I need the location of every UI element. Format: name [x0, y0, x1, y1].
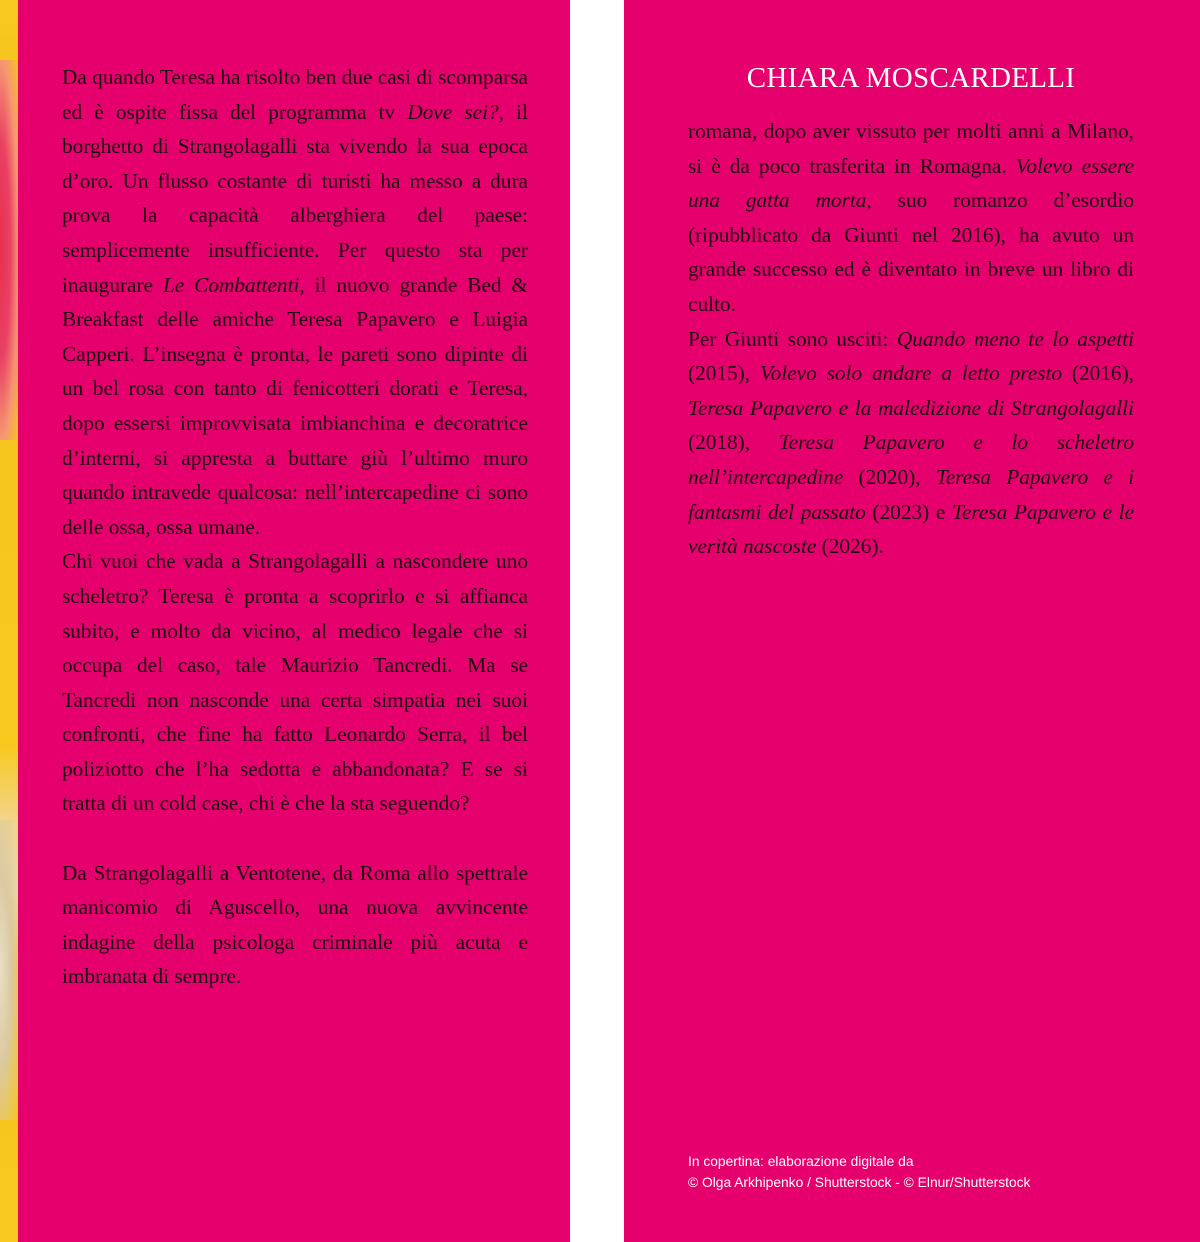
text-run: (2026). — [816, 534, 884, 559]
text-run: romana, dopo aver vissuto per molti anni a Milano, si è da poco trasferita in Romagna. — [688, 119, 1134, 178]
text-run: (2020), — [843, 464, 936, 489]
author-name: CHIARA MOSCARDELLI — [746, 62, 1076, 94]
text-run: Per Giunti sono usciti: — [688, 326, 897, 351]
bio-paragraph-2 — [688, 322, 1134, 564]
text-run: , il nuovo grande Bed & Breakfast delle amiche Teresa Papavero e Luigia Capperi. L’insegna è pronta, le pareti sono dipinte di un bel rosa con tanto di fenicotteri dorati e Teresa, dopo essersi improvvisata imbianchina e decoratrice d’interni, si appresta a buttare giù l’ultimo muro quando intravede qualcosa: nell’intercapedine ci sono delle ossa, ossa umane. — [62, 272, 529, 539]
italic-title-run: Teresa Papavero e lo scheletro nell’intercapedine — [688, 430, 1134, 489]
text-run: (2023) e — [865, 499, 952, 524]
synopsis-text — [62, 60, 528, 994]
synopsis-paragraph-3: Da Strangolagalli a Ventotene, da Roma allo spettrale manicomio di Aguscello, una nuova avvincente indagine della psicologa criminale più acuta e imbranata di sempre. — [62, 860, 528, 989]
italic-title-run: Quando meno te lo aspetti — [896, 326, 1134, 351]
italic-title-run: Teresa Papavero e le verità nascoste — [688, 499, 1135, 559]
left-flap — [18, 0, 570, 1242]
cover-credit — [688, 1151, 1148, 1193]
author-bio — [688, 114, 1134, 564]
cover-edge-artwork — [0, 0, 18, 1242]
text-run: (2016), — [1062, 361, 1134, 386]
text-run: (2018), — [688, 430, 779, 455]
text-run: (2015), — [688, 361, 760, 386]
cover-credit-line-2: © Olga Arkhipenko / Shutterstock - © Elnur/Shutterstock — [688, 1175, 1031, 1190]
italic-title-run: Teresa Papavero e la maledizione di Strangolagalli — [688, 395, 1134, 420]
right-flap — [624, 0, 1200, 1242]
text-run: Da quando Teresa ha risolto ben due casi di scomparsa ed è ospite fissa del programma tv — [62, 65, 528, 124]
italic-title-run: Le Combattenti — [162, 272, 300, 297]
synopsis-paragraph-1 — [62, 60, 528, 544]
text-run: , il borghetto di Strangolagalli sta vivendo la sua epoca d’oro. Un flusso costante di turisti ha messo a dura prova la capacità alberghiera del paese: semplicemente insufficiente. Per questo sta per inaugurare — [62, 99, 528, 297]
cover-credit-line-1: In copertina: elaborazione digitale da — [688, 1154, 914, 1169]
synopsis-paragraph-2: Chi vuoi che vada a Strangolagalli a nascondere uno scheletro? Teresa è pronta a scoprirlo e si affianca subito, e molto da vicino, al medico legale che si occupa del caso, tale Maurizio Tancredi. Ma se Tancredi non nasconde una certa simpatia nei suoi confronti, che fine ha fatto Leonardo Serra, il bel poliziotto che l’ha sedotta e abbandonata? E se si tratta di un cold case, chi è che la sta seguendo? — [62, 549, 528, 816]
bio-paragraph-1 — [688, 114, 1134, 322]
italic-title-run: Dove sei? — [407, 99, 499, 124]
flap-gap — [570, 0, 624, 1242]
italic-title-run: Volevo solo andare a letto presto — [759, 361, 1063, 386]
italic-title-run: Volevo essere una gatta morta — [688, 153, 1135, 213]
italic-title-run: Teresa Papavero e i fantasmi del passato — [688, 464, 1134, 524]
text-run: , suo romanzo d’esordio (ripubblicato da Giunti nel 2016), ha avuto un grande successo ed è diventato in breve un libro di culto. — [688, 188, 1134, 316]
